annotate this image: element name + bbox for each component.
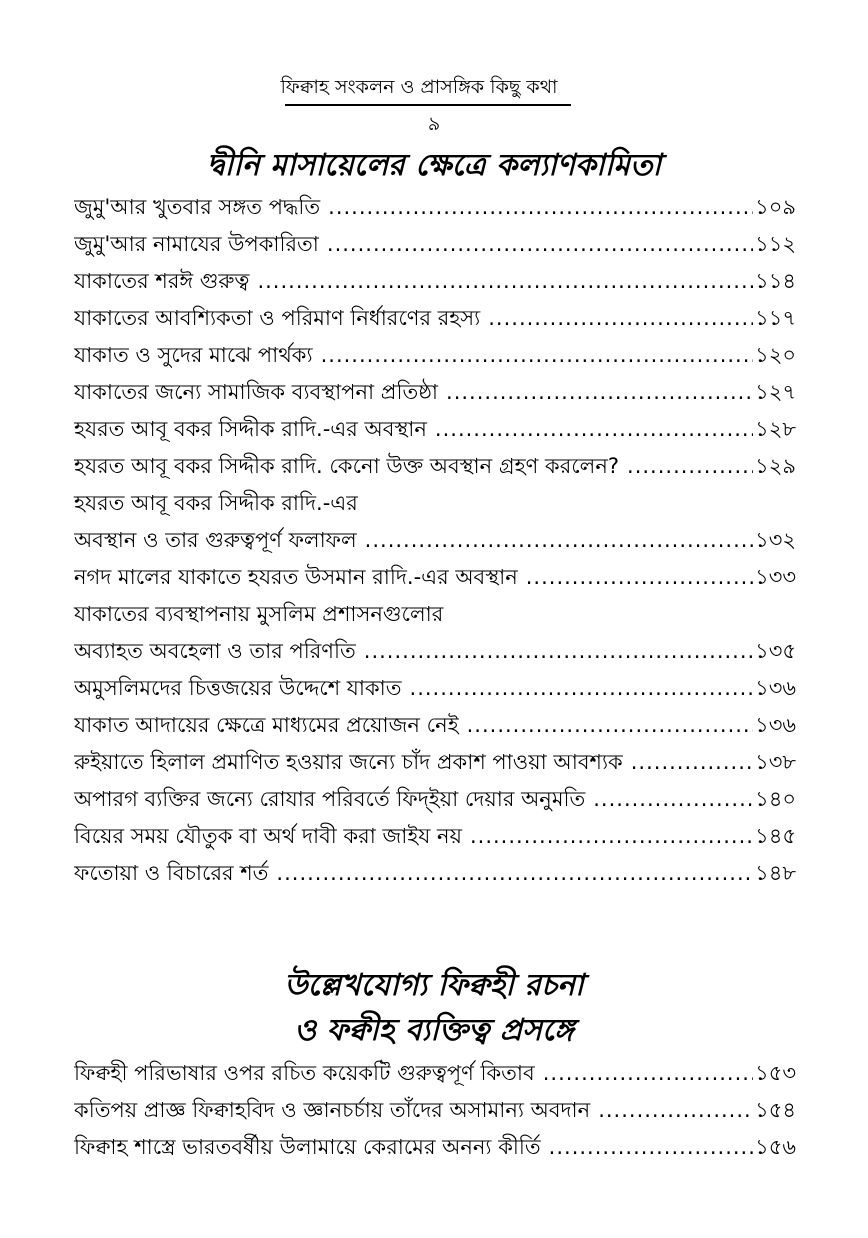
dot-leader: [488, 304, 753, 332]
toc-entry[interactable]: [74, 819, 796, 856]
toc-entry-page: ১৫৬: [755, 1135, 796, 1159]
toc-entry[interactable]: [74, 1093, 796, 1130]
dot-leader: [328, 193, 753, 221]
toc-entry-title: কতিপয় প্রাজ্ঞ ফিক্বাহবিদ ও জ্ঞানচর্চায় তাঁদের অসামান্য অবদান: [74, 1098, 591, 1122]
toc-entry-title: বিয়ের সময় যৌতুক বা অর্থ দাবী করা জাইয নয়: [74, 824, 462, 848]
toc-entry-title: জুমু'আর নামাযের উপকারিতা: [74, 232, 319, 256]
toc-entry[interactable]: [74, 338, 796, 375]
dot-leader: [598, 1096, 753, 1124]
toc-entry-page: ১০৯: [755, 195, 796, 219]
section-heading: দ্বীনি মাসায়েলের ক্ষেত্রে কল্যাণকামিতা: [206, 148, 662, 183]
toc-entry-page: ১৩৬: [755, 676, 796, 700]
toc-entry-title: জুমু'আর খুতবার সঙ্গত পদ্ধতি: [74, 195, 321, 219]
toc-entry-title: যাকাতের জন্যে সামাজিক ব্যবস্থাপনা প্রতিষ্ঠা: [74, 380, 439, 404]
toc-entry[interactable]: [74, 190, 796, 227]
toc-entry-title: ফিক্বহী পরিভাষার ওপর রচিত কয়েকটি গুরুত্বপূর্ণ কিতাব: [74, 1061, 535, 1085]
toc-entry-title: নগদ মালের যাকাতে হযরত উসমান রাদি.-এর অবস্থান: [74, 565, 518, 589]
toc-entry[interactable]: [74, 671, 796, 708]
toc-entry-page: ১২৯: [755, 454, 796, 478]
toc-entry-first-line[interactable]: [74, 597, 796, 634]
toc-entry[interactable]: [74, 856, 796, 893]
toc-entry-page: ১৫৪: [755, 1098, 796, 1122]
dot-leader: [365, 526, 753, 554]
toc-entry-page: ১১৪: [755, 269, 796, 293]
toc-entry-page: ১২০: [755, 343, 796, 367]
page-number: ৯: [427, 113, 441, 135]
dot-leader: [364, 637, 753, 665]
toc-entry-page: ১৪০: [755, 787, 796, 811]
toc-entry-page: ১১৭: [755, 306, 796, 330]
toc-entry[interactable]: [74, 1056, 796, 1093]
toc-entry-title-line1: হযরত আবূ বকর সিদ্দীক রাদি.-এর: [74, 491, 358, 515]
toc-entry-title: যাকাতের আবশ্যিকতা ও পরিমাণ নির্ধারণের রহস্য: [74, 306, 481, 330]
toc-entry-title: রুইয়াতে হিলাল প্রমাণিত হওয়ার জন্যে চাঁদ প্রকাশ পাওয়া আবশ্যক: [74, 750, 623, 774]
dot-leader: [321, 341, 753, 369]
toc-entry[interactable]: [74, 301, 796, 338]
toc-entry[interactable]: [74, 560, 796, 597]
toc-entry[interactable]: [74, 412, 796, 449]
toc-entry-title: যাকাত ও সুদের মাঝে পার্থক্য: [74, 343, 313, 367]
toc-entry[interactable]: [74, 745, 796, 782]
dot-leader: [593, 785, 753, 813]
dot-leader: [257, 267, 753, 295]
toc-entry-title: অপারগ ব্যক্তির জন্যে রোযার পরিবর্তে ফিদ্‌ইয়া দেয়ার অনুমতি: [74, 787, 586, 811]
toc-entry-page: ১৩৫: [755, 639, 796, 663]
dot-leader: [549, 1133, 753, 1161]
toc-entry-page: ১৫৩: [755, 1061, 796, 1085]
toc-entry-page: ১৩২: [755, 528, 796, 552]
running-header: ফিক্বাহ সংকলন ও প্রাসঙ্গিক কিছু কথা: [280, 76, 558, 98]
toc-entry[interactable]: [74, 375, 796, 412]
toc-entry-title: অব্যাহত অবহেলা ও তার পরিণতি: [74, 639, 356, 663]
toc-entry-page: ১২৮: [755, 417, 796, 441]
toc-entry-page: ১৩৩: [755, 565, 796, 589]
toc-entry-page: ১২৭: [755, 380, 796, 404]
toc-entry-title: অমুসলিমদের চিত্তজয়ের উদ্দেশে যাকাত: [74, 676, 402, 700]
toc-entry-title-line1: যাকাতের ব্যবস্থাপনায় মুসলিম প্রশাসনগুলোর: [74, 602, 444, 626]
toc-entry[interactable]: [74, 523, 796, 560]
toc-list: [74, 190, 796, 893]
toc-entry-page: ১১২: [755, 232, 796, 256]
toc-entry[interactable]: [74, 1130, 796, 1167]
dot-leader: [470, 822, 753, 850]
toc-entry[interactable]: [74, 264, 796, 301]
dot-leader: [627, 452, 753, 480]
toc-entry-title: ফিক্বাহ শাস্ত্রে ভারতবর্ষীয় উলামায়ে কেরামের অনন্য কীর্তি: [74, 1135, 541, 1159]
dot-leader: [327, 230, 753, 258]
dot-leader: [435, 415, 753, 443]
toc-entry-title: যাকাতের শরঈ গুরুত্ব: [74, 269, 250, 293]
toc-entry-title: হযরত আবূ বকর সিদ্দীক রাদি. কেনো উক্ত অবস্থান গ্রহণ করলেন?: [74, 454, 620, 478]
dot-leader: [543, 1059, 753, 1087]
toc-entry-page: ১৪৫: [755, 824, 796, 848]
section-heading-line2: ও ফক্বীহ ব্যক্তিত্ব প্রসঙ্গে: [294, 1013, 574, 1048]
dot-leader: [526, 563, 753, 591]
dot-leader: [467, 711, 753, 739]
toc-list: [74, 1056, 796, 1167]
toc-entry[interactable]: [74, 449, 796, 486]
dot-leader: [631, 748, 753, 776]
toc-entry-title: অবস্থান ও তার গুরুত্বপূর্ণ ফলাফল: [74, 528, 357, 552]
header-rule: [285, 104, 571, 106]
toc-entry-page: ১৩৮: [755, 750, 796, 774]
dot-leader: [446, 378, 753, 406]
toc-entry[interactable]: [74, 634, 796, 671]
dot-leader: [410, 674, 754, 702]
toc-entry[interactable]: [74, 227, 796, 264]
toc-entry-title: হযরত আবূ বকর সিদ্দীক রাদি.-এর অবস্থান: [74, 417, 427, 441]
section-heading-line1: উল্লেখযোগ্য ফিক্বহী রচনা: [284, 968, 584, 1003]
toc-entry-title: যাকাত আদায়ের ক্ষেত্রে মাধ্যমের প্রয়োজন নেই: [74, 713, 459, 737]
toc-entry[interactable]: [74, 782, 796, 819]
dot-leader: [276, 859, 753, 887]
toc-entry-first-line[interactable]: [74, 486, 796, 523]
toc-entry[interactable]: [74, 708, 796, 745]
toc-entry-page: ১৪৮: [755, 861, 796, 885]
toc-entry-page: ১৩৬: [755, 713, 796, 737]
toc-entry-title: ফতোয়া ও বিচারের শর্ত: [74, 861, 269, 885]
